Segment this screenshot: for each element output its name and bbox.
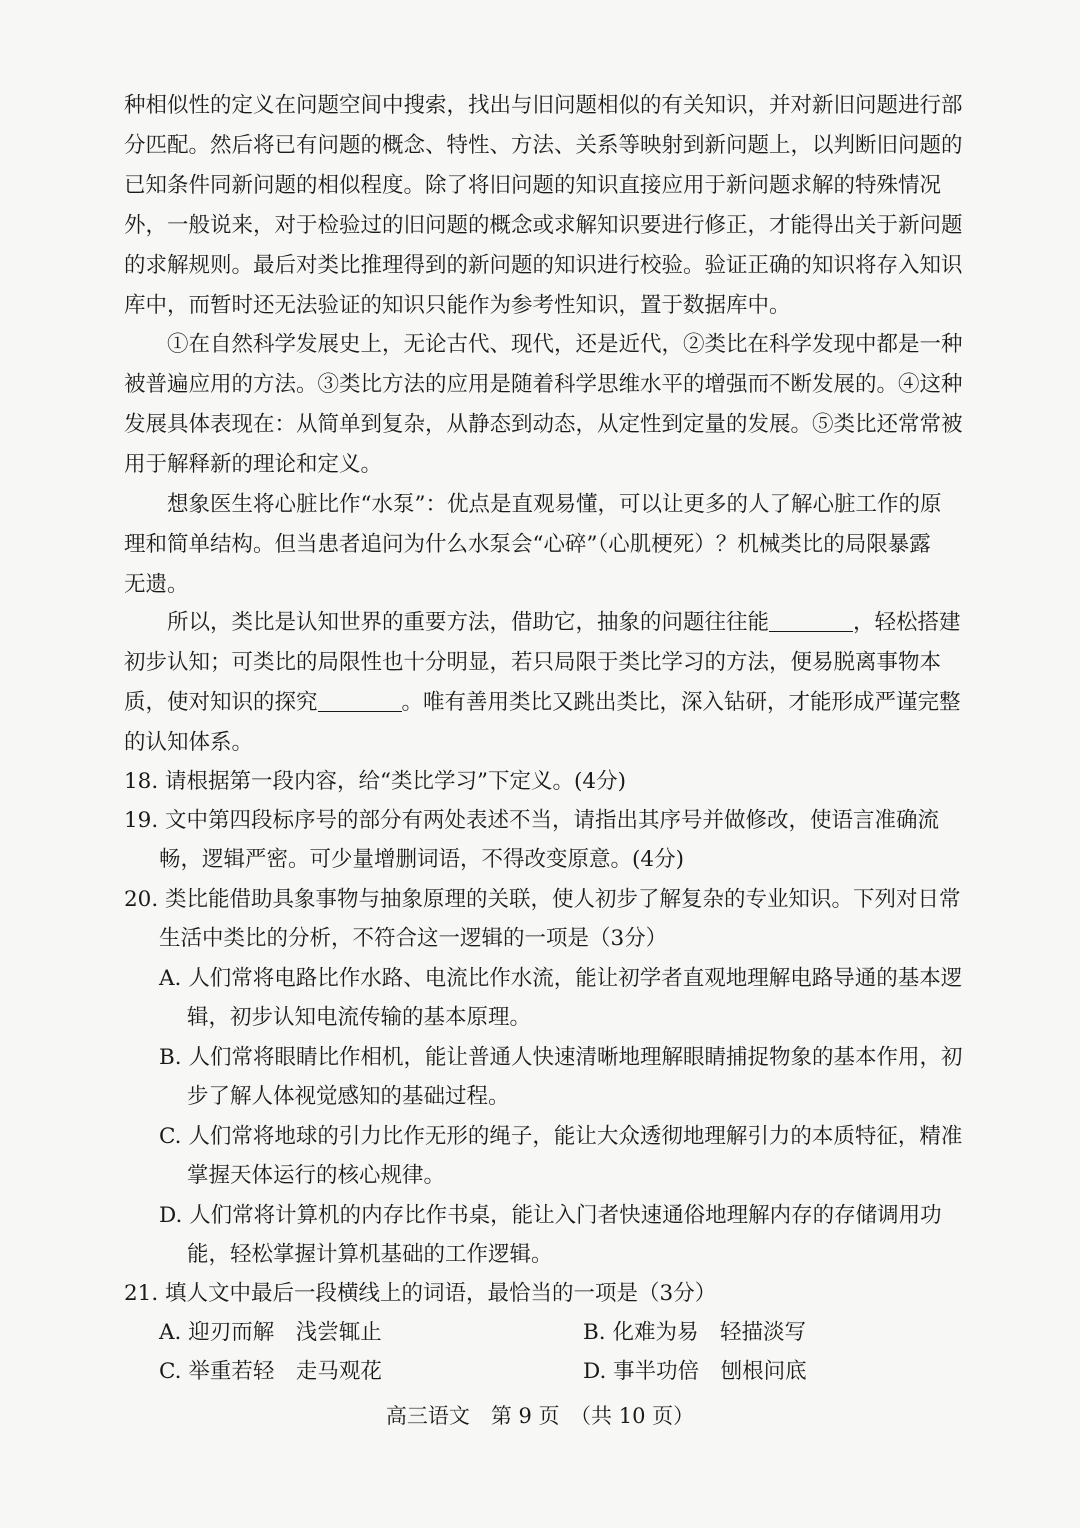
question-19-line-2: 畅，逻辑严密。可少量增删词语，不得改变原意。(4分): [159, 847, 684, 872]
q21-option-a: A. 迎刃而解 浅尝辄止: [159, 1320, 382, 1345]
text-segment: 。唯有善用类比又跳出类比，深入钻研，才能形成严谨完整: [401, 690, 961, 715]
paragraph-3: [124, 485, 984, 605]
q20-option-b-cont: 步了解人体视觉感知的基础过程。: [187, 1084, 510, 1109]
text-line: 外，一般说来，对于检验过的旧问题的概念或求解知识要进行修正，才能得出关于新问题: [124, 213, 963, 238]
text-line: ①在自然科学发展史上，无论古代、现代，还是近代，②类比在科学发现中都是一种: [167, 332, 963, 357]
question-20-line-2: 生活中类比的分析，不符合这一逻辑的一项是（3分）: [159, 926, 668, 951]
q20-option-a-cont: 辑，初步认知电流传输的基本原理。: [187, 1005, 532, 1030]
q20-option-d-cont: 能，轻松掌握计算机基础的工作逻辑。: [187, 1242, 553, 1267]
paragraph-1: [124, 86, 984, 326]
text-line: 库中，而暂时还无法验证的知识只能作为参考性知识，置于数据库中。: [124, 293, 791, 318]
text-line: 分匹配。然后将已有问题的概念、特性、方法、关系等映射到新问题上，以判断旧问题的: [124, 133, 963, 158]
text-line: 无遗。: [124, 572, 189, 597]
text-line: 理和简单结构。但当患者追问为什么水泵会“心碎”（心肌梗死）？机械类比的局限暴露: [124, 532, 931, 557]
q21-option-b: B. 化难为易 轻描淡写: [583, 1320, 806, 1345]
text-segment: ，轻松搭建: [853, 610, 961, 635]
text-segment: 质，使对知识的探究: [124, 690, 318, 715]
q20-option-d: D. 人们常将计算机的内存比作书桌，能让入门者快速通俗地理解内存的存储调用功: [159, 1203, 942, 1228]
text-line: 的认知体系。: [124, 730, 254, 755]
q20-option-b: B. 人们常将眼睛比作相机，能让普通人快速清晰地理解眼睛捕捉物象的基本作用，初: [159, 1045, 963, 1070]
text-segment: 所以，类比是认知世界的重要方法，借助它，抽象的问题往往能: [167, 610, 770, 635]
text-line: 想象医生将心脏比作“水泵”：优点是直观易懂，可以让更多的人了解心脏工作的原: [167, 492, 942, 517]
q20-option-a: A. 人们常将电路比作水路、电流比作水流，能让初学者直观地理解电路导通的基本逻: [159, 966, 963, 991]
fill-blank-2: [318, 685, 402, 712]
text-line: 用于解释新的理论和定义。: [124, 452, 383, 477]
text-line: 初步认知；可类比的局限性也十分明显，若只局限于类比学习的方法，便易脱离事物本: [124, 650, 942, 675]
text-line: 的求解规则。最后对类比推理得到的新问题的知识进行校验。验证正确的知识将存入知识: [124, 253, 963, 278]
text-line: [124, 683, 984, 723]
text-line: [124, 603, 984, 643]
page-footer: 高三语文 第 9 页 （共 10 页）: [385, 1404, 695, 1428]
q21-option-d: D. 事半功倍 刨根问底: [583, 1359, 807, 1384]
q20-option-c: C. 人们常将地球的引力比作无形的绳子，能让大众透彻地理解引力的本质特征，精准: [159, 1124, 963, 1149]
q21-option-c: C. 举重若轻 走马观花: [159, 1359, 382, 1384]
question-18: 18. 请根据第一段内容，给“类比学习”下定义。(4分): [124, 769, 626, 794]
q20-option-c-cont: 掌握天体运行的核心规律。: [187, 1163, 446, 1188]
paragraph-2: [124, 325, 984, 485]
question-19-line-1: 19. 文中第四段标序号的部分有两处表述不当，请指出其序号并做修改，使语言准确流: [124, 808, 940, 833]
text-line: 被普遍应用的方法。③类比方法的应用是随着科学思维水平的增强而不断发展的。④这种: [124, 372, 963, 397]
paragraph-4: [124, 603, 984, 763]
text-line: 种相似性的定义在问题空间中搜索，找出与旧问题相似的有关知识，并对新旧问题进行部: [124, 93, 963, 118]
text-line: 已知条件同新问题的相似程度。除了将旧问题的知识直接应用于新问题求解的特殊情况: [124, 173, 942, 198]
question-21: 21. 填人文中最后一段横线上的词语，最恰当的一项是（3分）: [124, 1281, 717, 1306]
fill-blank-1: [769, 605, 853, 632]
text-line: 发展具体表现在：从简单到复杂，从静态到动态，从定性到定量的发展。⑤类比还常常被: [124, 412, 963, 437]
question-20-line-1: 20. 类比能借助具象事物与抽象原理的关联，使人初步了解复杂的专业知识。下列对日常: [124, 887, 961, 912]
